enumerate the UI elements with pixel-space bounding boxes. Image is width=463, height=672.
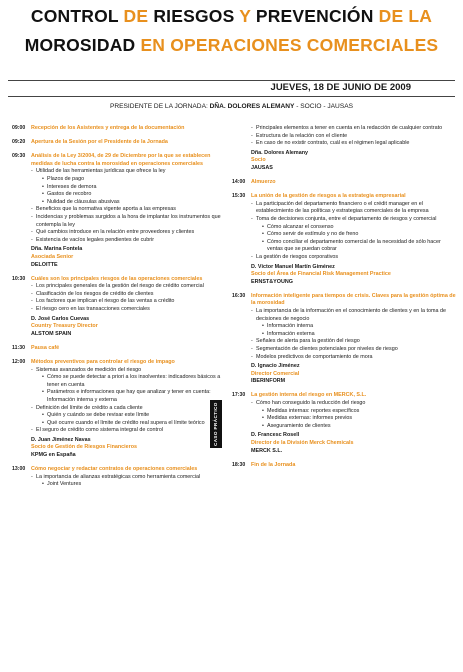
subtopic-list <box>36 481 222 489</box>
speaker-role: Director de la División Merck Chemicals <box>251 439 354 446</box>
program-session <box>12 276 222 339</box>
subtopic-item: • Cómo conciliar el departamento comercial de la necesidad de sólo hacer ventas que se puedan cobrar <box>262 239 457 254</box>
session-time: 13:00 <box>12 466 26 473</box>
topic-list <box>31 474 222 489</box>
session-time: 09:00 <box>12 125 26 131</box>
topic-item <box>251 140 457 148</box>
speaker-name: D. Víctor Manuel Martín Giménez <box>251 263 335 270</box>
session-row <box>232 179 457 187</box>
topic-item <box>251 308 457 338</box>
session-time: 11:30 <box>12 344 25 351</box>
session-body <box>251 125 457 173</box>
topic-item <box>251 125 457 133</box>
speaker-organization: ERNST&YOUNG <box>251 278 293 285</box>
subtopic-item: • Qué ocurre cuando el límite de crédito real supera el límite teórico <box>42 420 222 428</box>
program-session <box>12 466 222 489</box>
session-body <box>31 359 222 460</box>
topic-text: Los factores que implican el riesgo de las ventas a crédito <box>36 298 175 305</box>
topic-item <box>31 427 222 435</box>
program-session <box>12 359 222 460</box>
session-row <box>12 466 222 489</box>
program-session <box>12 153 222 269</box>
topic-text: Toma de decisiones conjunta, entre el departamento de riesgos y comercial <box>256 215 437 222</box>
session-time: 09:30 <box>12 153 26 160</box>
topic-item <box>31 214 222 229</box>
topic-text: Los principales generales de la gestión del riesgo de crédito comercial <box>36 283 204 290</box>
session-body <box>31 125 222 133</box>
topic-item <box>31 367 222 405</box>
topic-item <box>31 405 222 428</box>
title-part: PREVENCIÓN <box>250 6 379 26</box>
title-part: DE <box>123 6 149 26</box>
session-title: Métodos preventivos para controlar el riesgo de impago <box>31 358 175 365</box>
topic-item <box>251 133 457 141</box>
subtopic-list <box>36 176 222 206</box>
subtopic-item: • Joint Ventures <box>42 481 222 489</box>
speaker-organization: MERCK S.L. <box>251 447 283 454</box>
program-session <box>232 293 457 386</box>
session-body <box>251 193 457 286</box>
session-title: Información inteligente para tiempos de crisis. Claves para la gestión óptima de la morosidad <box>251 292 456 307</box>
title-line-1 <box>0 6 463 27</box>
session-title: Fin de la Jornada <box>251 461 296 468</box>
session-time: 15:30 <box>232 193 246 200</box>
program-session <box>232 125 457 173</box>
speaker-name: D. Juan Jiménez Navas <box>31 436 91 443</box>
topic-item <box>31 298 222 306</box>
session-row <box>232 193 457 286</box>
session-body <box>251 293 457 386</box>
session-time <box>232 125 251 173</box>
title-part: Y <box>239 6 251 26</box>
topic-item <box>31 237 222 245</box>
presidente-line <box>0 103 463 110</box>
title-part: RIESGOS <box>148 6 240 26</box>
topic-item <box>251 338 457 346</box>
subtopic-item: • Parámetros e informaciones que hay que analizar y tener en cuenta: Información interna y externa <box>42 389 222 404</box>
program-session <box>232 462 457 470</box>
topic-item <box>31 229 222 237</box>
topic-list <box>31 168 222 244</box>
title-part: MOROSIDAD <box>24 35 141 55</box>
speaker-name: Dña. Marina Fontela <box>31 246 83 253</box>
topic-text: Modelos predictivos de comportamiento de mora <box>256 353 373 360</box>
subtopic-list <box>36 374 222 404</box>
speaker-role: Asociada Senior <box>31 253 74 260</box>
session-time: 10:30 <box>12 275 26 282</box>
session-row <box>12 276 222 339</box>
caso-practico-badge: CASO PRÁCTICO <box>210 400 222 448</box>
topic-text: La importancia de la información en el conocimiento de clientes y en la toma de decisiones de negocio <box>256 307 446 322</box>
topic-list <box>251 308 457 361</box>
session-row <box>232 392 457 455</box>
subtopic-item: • Cómo se puede detectar a priori a los insolventes: indicadores básicos a tener en cuenta <box>42 374 222 389</box>
topic-text: Beneficios que la normativa vigente aporta a las empresas <box>36 206 176 213</box>
session-body <box>31 153 222 269</box>
session-row <box>232 293 457 386</box>
session-title: La gestión interna del riesgo en MERCK, S.L. <box>251 392 367 399</box>
topic-text: Estructura de la relación con el cliente <box>256 132 348 139</box>
topic-text: En caso de no existir contrato, cuál es el régimen legal aplicable <box>256 140 410 147</box>
speaker-organization: DELOITTE <box>31 261 58 268</box>
presidente-name: DÑA. DOLORES ALEMANY <box>209 103 295 110</box>
session-title: Cómo negociar y redactar contratos de operaciones comerciales <box>31 466 198 473</box>
subtopic-list <box>256 224 457 254</box>
session-title: Pausa café <box>31 344 60 351</box>
speaker-role: Director Comercial <box>251 370 300 377</box>
session-row <box>12 359 222 460</box>
topic-text: Sistemas avanzados de medición del riesgo <box>36 366 142 373</box>
topic-text: Segmentación de clientes potenciales por niveles de riesgo <box>256 345 398 352</box>
speaker-organization: KPMG en España <box>31 452 76 459</box>
topic-list <box>31 283 222 313</box>
topic-text: Utilidad de las herramientas jurídicas que ofrece la ley <box>36 168 166 175</box>
topic-item <box>251 354 457 362</box>
session-title: Análisis de la Ley 3/2004, de 29 de Diciembre por la que se establecen medidas de lucha contra la morosidad en operaciones comerciales <box>31 153 211 167</box>
subtopic-item: • Aseguramiento de clientes <box>262 423 457 431</box>
topic-text: Existencia de vacíos legales pendientes de cubrir <box>36 236 155 243</box>
subtopic-item: • Plazos de pago <box>42 176 222 184</box>
subtopic-item: • Cómo alcanzar el consenso <box>262 224 457 232</box>
subtopic-item: • Medidas internas: reportes específicos <box>262 408 457 416</box>
speaker-organization: JAUSAS <box>251 164 273 171</box>
program-session <box>12 345 222 353</box>
subtopic-item: • Cómo servir de estímulo y no de freno <box>262 231 457 239</box>
session-time: 09:20 <box>12 139 26 146</box>
topic-item <box>31 283 222 291</box>
speaker-name: D. José Carlos Cuevas <box>31 315 90 322</box>
topic-text: Principales elementos a tener en cuenta en la redacción de cualquier contrato <box>256 125 443 131</box>
topic-text: Cómo han conseguido la reducción del riesgo <box>256 400 366 406</box>
session-row <box>232 462 457 470</box>
title-part: EN OPERACIONES COMERCIALES <box>140 35 439 55</box>
session-body <box>251 179 457 187</box>
topic-item <box>31 206 222 214</box>
program-session <box>12 125 222 133</box>
speaker-role: Country Treasury Director <box>31 323 98 330</box>
session-row <box>12 153 222 269</box>
speaker-organization: ALSTOM SPAIN <box>31 330 72 337</box>
session-body <box>251 392 457 455</box>
topic-item <box>251 254 457 262</box>
subtopic-item: • Gastos de recobro <box>42 191 222 199</box>
program-session <box>12 139 222 147</box>
speaker-role: Socio del Área de Financial Risk Management Practice <box>251 271 391 278</box>
session-body <box>31 466 222 489</box>
session-title: La unión de la gestión de riesgos a la estrategia empresarial <box>251 193 406 200</box>
session-time: 12:00 <box>12 358 26 365</box>
program-left-column <box>12 125 222 495</box>
session-time: 14:00 <box>232 179 246 186</box>
session-time: 18:30 <box>232 461 246 468</box>
topic-item <box>31 306 222 314</box>
event-date: JUEVES, 18 DE JUNIO DE 2009 <box>270 82 411 93</box>
topic-text: Incidencias y problemas surgidos a la hora de implantar los instrumentos que contempla la ley <box>36 213 221 228</box>
program-session <box>232 193 457 286</box>
topic-item <box>251 201 457 216</box>
topic-text: La participación del departamento financiero o el crédit manager en el establecimiento de las políticas y estrategias comerciales de la empresa <box>256 200 429 215</box>
session-time: 16:30 <box>232 292 246 299</box>
session-title: Almuerzo <box>251 179 276 186</box>
topic-text: Clasificación de los riesgos de crédito de clientes <box>36 290 154 297</box>
title-part: CONTROL <box>30 6 124 26</box>
topic-list <box>31 367 222 435</box>
presidente-label: PRESIDENTE DE LA JORNADA: <box>109 103 210 110</box>
topic-text: Señales de alerta para la gestión del riesgo <box>256 338 360 345</box>
speaker-name: D. Ignacio Jiménez <box>251 363 300 370</box>
speaker-name: Dña. Dolores Alemany <box>251 149 309 156</box>
session-title: Cuáles son los principales riesgos de las operaciones comerciales <box>31 275 203 282</box>
topic-item <box>251 216 457 254</box>
speaker-organization: IBERINFORM <box>251 378 286 385</box>
title-line-2 <box>0 35 463 56</box>
topic-text: Definición del límite de crédito a cada cliente <box>36 404 143 411</box>
presidente-rest: - SOCIO - JAUSAS <box>294 103 354 110</box>
topic-text: La gestión de riesgos corporativos <box>256 253 339 260</box>
subtopic-list <box>256 323 457 338</box>
session-row <box>12 345 222 353</box>
session-row <box>12 139 222 147</box>
subtopic-item: • Nulidad de cláusulas abusivas <box>42 199 222 207</box>
subtopic-list <box>256 408 457 431</box>
session-time: 17:30 <box>232 392 246 399</box>
topic-list <box>251 201 457 262</box>
date-bar <box>8 80 455 97</box>
session-row <box>12 125 222 133</box>
session-body <box>31 345 222 353</box>
speaker-role: Socio <box>251 157 266 164</box>
session-body <box>31 276 222 339</box>
subtopic-item: • Medidas externas: informes previos <box>262 415 457 423</box>
topic-item <box>31 291 222 299</box>
topic-text: El seguro de crédito como sistema integral de control <box>36 427 164 434</box>
speaker-name: D. Francesc Rosell <box>251 432 300 439</box>
subtopic-item: • Intereses de demora <box>42 184 222 192</box>
topic-item <box>31 168 222 206</box>
subtopic-item: • Información interna <box>262 323 457 331</box>
session-body <box>31 139 222 147</box>
topic-item <box>31 474 222 489</box>
topic-text: La importancia de alianzas estratégicas como herramienta comercial <box>36 473 201 480</box>
session-title: Apertura de la Sesión por el Presidente de la Jornada <box>31 139 168 146</box>
program-session <box>213 392 457 455</box>
program-session <box>232 179 457 187</box>
subtopic-item: • Información externa <box>262 331 457 339</box>
subtopic-list <box>36 412 222 427</box>
session-title: Recepción de los Asistentes y entrega de la documentación <box>31 125 185 131</box>
session-body <box>251 462 457 470</box>
topic-list <box>251 400 457 430</box>
speaker-role: Socio de Gestión de Riesgos Financieros <box>31 444 138 451</box>
title-part: DE LA <box>378 6 433 26</box>
topic-item <box>251 346 457 354</box>
topic-item <box>251 400 457 430</box>
program-right-column <box>213 125 457 476</box>
topic-text: Qué cambios introduce en la relación entre proveedores y clientes <box>36 229 195 236</box>
topic-text: El riesgo cero en las transacciones comerciales <box>36 305 150 312</box>
subtopic-item: • Quién y cuándo se debe revisar este límite <box>42 412 222 420</box>
topic-list <box>251 125 457 148</box>
session-row <box>232 125 457 173</box>
